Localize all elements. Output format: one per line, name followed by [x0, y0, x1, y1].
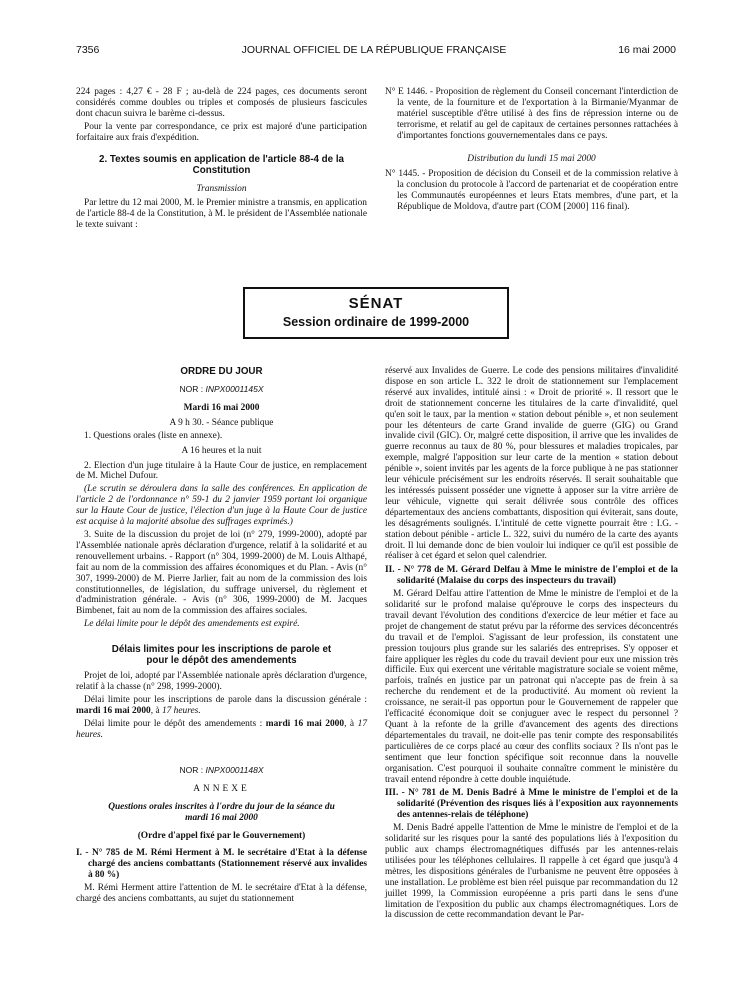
- banner-subtitle: Session ordinaire de 1999-2000: [282, 315, 470, 329]
- question-3-heading: III. - N° 781 de M. Denis Badré à Mme le ministre de l'emploi et de la solidarité (Prévention des risques liés à l'exposition aux rayonnements des antennes-relais de téléphone): [385, 788, 678, 821]
- questions-title: Questions orales inscrites à l'ordre du jour de la séance du mardi 16 mai 2000: [108, 802, 335, 824]
- delais-date: mardi 16 mai 2000: [76, 705, 151, 716]
- delais-time: 17 heures.: [76, 718, 367, 740]
- question-2-body: M. Gérard Delfau attire l'attention de Mme le ministre de l'emploi et de la solidarité sur le profond malaise qu'éprouve le corps des inspecteurs du travail devant l'évolution des conditions d'exercice de leur métier et face au projet de changement de statut prévu par la réforme des services déconcentrés du travail et de l'emploi. S'agissant de leur profession, ils constatent une pression toujours plus grande sur les salariés des entreprises. S'y opposer et faire appliquer les règles du code du travail devient pour eux une mission très difficile. Eux qui exercent une véritable magistrature sociale se voient même, parfois, traînés en justice par un patronat qui n'accepte pas de frein à sa recherche du rendement et de la productivité. Au moment où revient la croissance, ne serait-il pas opportun pour le Gouvernement de rappeler que l'efficacité économique doit se conjuguer avec le respect du personnel ? Quant à la refonte de la grille d'avancement des agents des directions départementales du travail, ne doit-elle pas tenir compte des responsabilités particulières de ce corps placé au cœur des conflits sociaux ? Ils n'ont pas le sentiment que leur fonction spécifique soit reconnue dans la nouvelle organisation. C'est pourquoi il souhaite connaître comment le ministère du travail entend répondre à cette double inquiétude.: [385, 589, 678, 785]
- question-1-continued: réservé aux Invalides de Guerre. Le code des pensions militaires d'invalidité dispose en son article L. 322 le droit de stationnement sur l'emplacement réservé aux invalides, intitulé ainsi : « Droit de priorité ». Il ressort que le droit de stationnement concerne les titulaires de la carte d'invalidité, quel qu'en soit le taux, par la mention « station debout pénible », et non seulement pour les détenteurs de carte Grand invalide de guerre (GIG) ou Grand invalide civil (GIC). Or, malgré cette disposition, il arrive que les invalides de guerre reconnus au taux de 80 %, pour blessures et maladies tropicales, par exemple, malgré l'apposition sur leur carte de la mention « station debout pénible », soient invités par les agents de la force publique à ne pas stationner leur véhicule précisément sur les endroits réservés. Il serait souhaitable que les intéressés puissent posséder une vignette à apposer sur la vitre arrière de leur véhicule, vignette qui serait délivrée sous contrôle des offices départementaux des anciens combattants, disposition qui éviterait, sans doute, les désagréments soulignés. L'intitulé de cette vignette pourrait être : I.G. - station debout pénible - article L. 322, suivi du numéro de la carte des ayants droit. Il lui demande donc de bien vouloir lui indiquer ce qu'il est possible de réaliser à cet égard et selon quel calendrier.: [385, 366, 678, 562]
- question-2-heading: II. - N° 778 de M. Gérard Delfau à Mme le ministre de l'emploi et de la solidarité (Malaise du corps des inspecteurs du travail): [385, 565, 678, 587]
- section-title: 2. Textes soumis en application de l'article 88-4 de la Constitution: [99, 153, 344, 176]
- price-paragraph: 224 pages : 4,27 € - 28 F ; au-delà de 224 pages, ces documents seront considérés comme doubles ou triples et composés de plusieurs fascicules dont chacun suivra le barème ci-dessus.: [76, 87, 367, 119]
- transmission-paragraph: Par lettre du 12 mai 2000, M. le Premier ministre a transmis, en application de l'article 88-4 de la Constitution, à M. le président de l'Assemblée nationale le texte suivant :: [76, 198, 367, 231]
- delais-date: mardi 16 mai 2000: [265, 718, 345, 729]
- delais-time: 17 heures.: [161, 705, 201, 716]
- top-right-block: [385, 87, 678, 215]
- nor-label: NOR :: [179, 384, 204, 394]
- document-item-e1446: N° E 1446. - Proposition de règlement du Conseil concernant l'interdiction de la vente, de la fourniture et de l'exportation à la Birmanie/Myanmar de matériel susceptible d'être utilisé à des fins de répression interne ou de terrorisme, et relatif au gel de capitaux de certaines personnes rattachées à d'importantes fonctions gouvernementales dans ce pays.: [385, 87, 678, 141]
- agenda-item-2: 2. Election d'un juge titulaire à la Haute Cour de justice, en remplacement de M. Michel Dufour.: [76, 460, 367, 482]
- delais-paragraph-2: [76, 695, 367, 717]
- date-heading: Mardi 16 mai 2000: [183, 402, 260, 413]
- delais-paragraph-1: Projet de loi, adopté par l'Assemblée nationale après déclaration d'urgence, relatif à la chasse (n° 298, 1999-2000).: [76, 671, 367, 693]
- page-number: 7356: [76, 44, 100, 56]
- right-column: [385, 366, 678, 923]
- agenda-item-3: 3. Suite de la discussion du projet de loi (n° 279, 1999-2000), adopté par l'Assemblée nationale après déclaration d'urgence, relatif à la solidarité et au renouvellement urbains. - Rapport (n° 304, 1999-2000) de M. Louis Althapé, fait au nom de la commission des affaires économiques et du Plan. - Avis (n° 307, 1999-2000) de M. Pierre Jarlier, fait au nom de la commission des lois constitutionnelles, de législation, du suffrage universel, du règlement et d'administration générale. - Avis (n° 306, 1999-2000) de M. Jacques Bimbenet, fait au nom de la commission des affaires sociales.: [76, 529, 367, 617]
- question-3-body: M. Denis Badré appelle l'attention de Mme le ministre de l'emploi et de la solidarité sur les risques pour la santé des populations liés à l'exposition du public aux champs électromagnétiques diffusés par les antennes-relais utilisées pour les téléphones cellulaires. Il rappelle à cet égard que jusqu'à 4 mètres, les dispositions générales de l'urbanisme ne peuvent être opposées à une installation. Le problème est bien réel puisque par recommandation du 12 juillet 1999, la Commission européenne a pris parti dans le sens d'une limitation de l'exposition du public aux champs électromagnétiques. Lors de la discussion de cette recommandation devant le Par-: [385, 823, 678, 921]
- banner-title: SÉNAT: [348, 295, 404, 312]
- distribution-heading: Distribution du lundi 15 mai 2000: [467, 153, 596, 164]
- agenda-item-1: 1. Questions orales (liste en annexe).: [84, 430, 223, 441]
- transmission-heading: Transmission: [196, 183, 247, 194]
- nor-reference-2: [76, 765, 367, 776]
- nor-label: NOR :: [179, 764, 204, 775]
- nor-code: INPX0001145X: [205, 384, 264, 394]
- nor-code: INPX0001148X: [205, 764, 264, 775]
- delais-text: Délai limite pour les inscriptions de parole dans la discussion générale :: [84, 694, 367, 705]
- delais-paragraph-3: [76, 719, 367, 741]
- question-1-heading: I. - N° 785 de M. Rémi Herment à M. le secrétaire d'Etat à la défense chargé des anciens combattants (Stationnement réservé aux invalides à 80 %): [76, 848, 367, 880]
- journal-title: JOURNAL OFFICIEL DE LA RÉPUBLIQUE FRANÇAISE: [241, 44, 507, 56]
- shipping-paragraph: Pour la vente par correspondance, ce prix est majoré d'une participation forfaitaire aux frais d'expédition.: [76, 121, 367, 143]
- agenda-item-3-note: Le délai limite pour le dépôt des amendements est expiré.: [84, 619, 300, 630]
- delais-text: , à: [344, 718, 355, 729]
- session-time: A 16 heures et la nuit: [181, 445, 262, 456]
- document-item-1445: N° 1445. - Proposition de décision du Conseil et de la commission relative à la conclusion du protocole à l'accord de partenariat et de coopération entre les Communautés européennes et leurs Etats membres, d'une part, et la République de Moldova, d'autre part (COM [2000] 116 final).: [385, 169, 678, 213]
- question-1-body: M. Rémi Herment attire l'attention de M. le secrétaire d'Etat à la défense, chargé des anciens combattants, au sujet du stationnement: [76, 882, 367, 904]
- annexe-title: ANNEXE: [193, 784, 250, 795]
- delais-text: Délai limite pour le dépôt des amendements :: [84, 718, 263, 729]
- delais-text: , à: [150, 705, 160, 716]
- nor-reference-1: [76, 384, 367, 395]
- agenda-item-2-note: (Le scrutin se déroulera dans la salle des conférences. En application de l'article 2 de l'ordonnance n° 59-1 du 2 janvier 1959 portant loi organique sur la Haute Cour de justice, l'élection d'un juge à la Haute Cour de justice est acquise à la majorité absolue des suffrages exprimés.): [76, 484, 367, 528]
- left-column: [76, 366, 367, 907]
- header-date: 16 mai 2000: [618, 44, 676, 56]
- ordre-du-jour-title: ORDRE DU JOUR: [180, 366, 263, 377]
- ordre-appel: (Ordre d'appel fixé par le Gouvernement): [137, 831, 306, 842]
- seance-line: A 9 h 30. - Séance publique: [169, 417, 274, 428]
- senat-banner: [243, 287, 509, 339]
- top-left-block: [76, 87, 367, 233]
- delais-title: Délais limites pour les inscriptions de parole et pour le dépôt des amendements: [111, 644, 332, 667]
